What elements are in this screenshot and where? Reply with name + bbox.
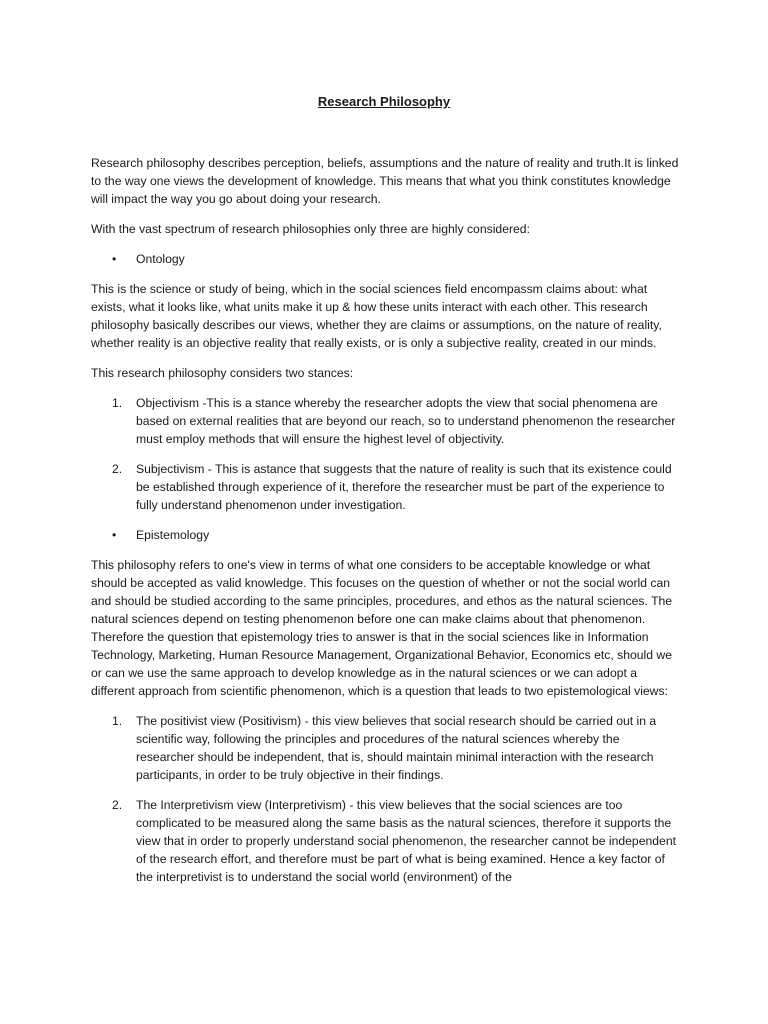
- list-item-subjectivism: [91, 460, 680, 514]
- list-item-positivism: [91, 712, 680, 784]
- bullet-item-epistemology: [91, 526, 680, 544]
- list-item-objectivism: [91, 394, 680, 448]
- bullet-item-ontology: [91, 250, 680, 268]
- document-title: Research Philosophy: [317, 94, 451, 109]
- ontology-paragraph: This is the science or study of being, which in the social sciences field encompassm claims about: what exists, what it looks like, what units make it up & how these units interact with each other. This research philosophy basically describes our views, whether they are claims or assumptions, on the nature of reality, whether reality is an objective reality that really exists, or is only a subjective reality, created in our minds.: [91, 282, 662, 350]
- document-body: [91, 154, 680, 898]
- epistemology-paragraph: This philosophy refers to one's view in terms of what one considers to be acceptable knowledge or what should be accepted as valid knowledge. This focuses on the question of whether or not the social world can and should be studied according to the same principles, procedures, and ethos as the natural sciences. The natural sciences depend on testing phenomenon before one can make claims about that phenomenon. Therefore the question that epistemology tries to answer is that in the social sciences like in Information Technology, Marketing, Human Resource Management, Organizational Behavior, Economics etc, should we or can we use the same approach to develop knowledge as in the natural sciences or we can adopt a different approach from scientific phenomenon, which is a question that leads to two epistemological views:: [91, 558, 673, 698]
- list-text: Subjectivism - This is astance that suggests that the nature of reality is such that its existence could be established through experience of it, therefore the researcher must be part of the experience to fully understand phenomenon under investigation.: [136, 462, 672, 512]
- bullet-label: Epistemology: [136, 528, 210, 542]
- list-text: The Interpretivism view (Interpretivism) - this view believes that the social sciences are too complicated to be measured along the same basis as the natural sciences, therefore it supports the view that in order to properly understand social phenomenon, the researcher cannot be independent of the research effort, and therefore must be part of what is being examined. Hence a key factor of the interpretivist is to understand the social world (environment) of the: [136, 798, 676, 884]
- list-text: Objectivism -This is a stance whereby the researcher adopts the view that social phenomena are based on external realities that are beyond our reach, so to understand phenomenon the researcher must employ methods that will ensure the highest level of objectivity.: [136, 396, 676, 446]
- intro-paragraph-2: With the vast spectrum of research philosophies only three are highly considered:: [91, 222, 530, 236]
- bullet-icon: •: [112, 252, 117, 266]
- list-text: The positivist view (Positivism) - this view believes that social research should be carried out in a scientific way, following the principles and procedures of the natural sciences whereby the researcher should be independent, that is, should maintain minimal interaction with the research participants, in order to be truly objective in their findings.: [136, 714, 657, 782]
- bullet-icon: •: [112, 528, 117, 542]
- bullet-label: Ontology: [136, 252, 185, 266]
- intro-paragraph: Research philosophy describes perception, beliefs, assumptions and the nature of reality and truth.It is linked to the way one views the development of knowledge. This means that what you think constitutes knowledge will impact the way you go about doing your research.: [91, 156, 679, 206]
- list-number: 2.: [112, 798, 123, 812]
- list-number: 2.: [112, 462, 123, 476]
- list-number: 1.: [112, 396, 123, 410]
- stances-paragraph: This research philosophy considers two stances:: [91, 366, 354, 380]
- list-item-interpretivism: [91, 796, 680, 886]
- list-number: 1.: [112, 714, 123, 728]
